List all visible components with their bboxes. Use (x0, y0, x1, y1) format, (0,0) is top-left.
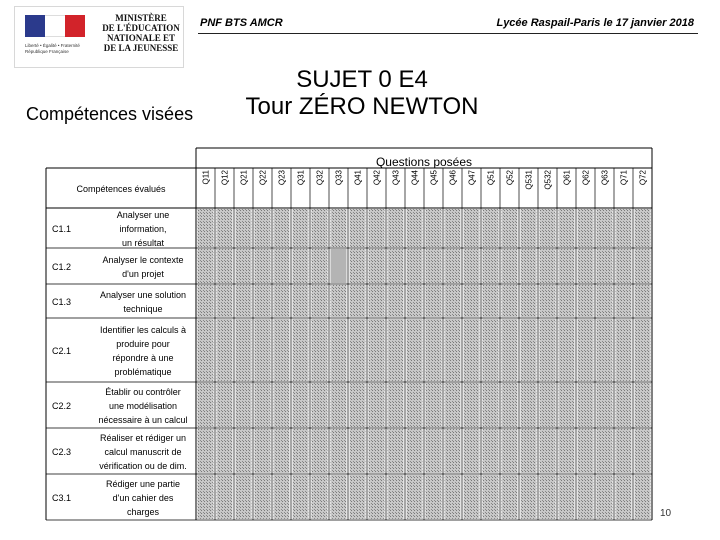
cell-c2-1-q47 (464, 319, 480, 381)
cell-c1-2-q43 (388, 249, 404, 283)
cell-c1-1-q33 (331, 209, 347, 247)
cell-c1-2-q22 (255, 249, 271, 283)
cell-c2-1-q51 (483, 319, 499, 381)
cell-c1-3-q44 (407, 285, 423, 317)
cell-c2-3-q11 (198, 429, 214, 473)
cell-c2-2-q47 (464, 383, 480, 427)
cell-c2-2-q33 (331, 383, 347, 427)
cell-c1-2-q47 (464, 249, 480, 283)
cell-c1-1-q47 (464, 209, 480, 247)
cell-c3-1-q72 (635, 475, 651, 519)
cell-c3-1-q45 (426, 475, 442, 519)
cell-c3-1-q51 (483, 475, 499, 519)
cell-c1-2-q51 (483, 249, 499, 283)
cell-c1-3-q11 (198, 285, 214, 317)
cell-c1-2-q63 (597, 249, 613, 283)
row-c1-3-code: C1.3 (52, 297, 72, 307)
cell-c2-3-q33 (331, 429, 347, 473)
row-c2-2-label-line: nécessaire à un calcul (98, 415, 188, 425)
cell-c1-3-q532 (540, 285, 556, 317)
row-c3-1-label-line: Rédiger une partie (105, 479, 181, 489)
row-c1-1-label-line: Analyser une (116, 210, 170, 220)
question-header-q45: Q45 (429, 170, 439, 186)
question-header-q51: Q51 (486, 170, 496, 186)
cell-c1-1-q71 (616, 209, 632, 247)
cell-c2-1-q12 (217, 319, 233, 381)
cell-c1-3-q531 (521, 285, 537, 317)
cell-c1-3-q12 (217, 285, 233, 317)
row-c3-1-label-line: d'un cahier des (112, 493, 174, 503)
question-header-q62: Q62 (581, 170, 591, 186)
row-c2-3-code: C2.3 (52, 447, 72, 457)
cell-c1-1-q22 (255, 209, 271, 247)
question-header-q33: Q33 (334, 170, 344, 186)
competences-header-label: Compétences évalués (76, 184, 166, 194)
cell-c1-3-q51 (483, 285, 499, 317)
cell-c3-1-q43 (388, 475, 404, 519)
cell-c2-3-q21 (236, 429, 252, 473)
cell-c3-1-q41 (350, 475, 366, 519)
cell-c3-1-q63 (597, 475, 613, 519)
question-header-q61: Q61 (562, 170, 572, 186)
cell-c2-3-q41 (350, 429, 366, 473)
cell-c2-3-q532 (540, 429, 556, 473)
question-header-q72: Q72 (638, 170, 648, 186)
cell-c2-1-q71 (616, 319, 632, 381)
cell-c1-2-q31 (293, 249, 309, 283)
cell-c1-2-q46 (445, 249, 461, 283)
cell-c2-3-q45 (426, 429, 442, 473)
cell-c2-1-q46 (445, 319, 461, 381)
cell-c1-3-q61 (559, 285, 575, 317)
question-header-q11: Q11 (201, 170, 211, 185)
cell-c2-2-q71 (616, 383, 632, 427)
cell-c2-1-q63 (597, 319, 613, 381)
header-left-text: PNF BTS AMCR (200, 17, 283, 29)
cell-c1-2-q52 (502, 249, 518, 283)
cell-c2-2-q41 (350, 383, 366, 427)
cell-c2-3-q63 (597, 429, 613, 473)
cell-c1-3-q52 (502, 285, 518, 317)
cell-c3-1-q47 (464, 475, 480, 519)
cell-c1-3-q62 (578, 285, 594, 317)
cell-c1-2-q41 (350, 249, 366, 283)
cell-c3-1-q32 (312, 475, 328, 519)
ministry-name: MINISTÈRE DE L'ÉDUCATION NATIONALE ET DE LA JEUNESSE (102, 13, 180, 53)
cell-c3-1-q31 (293, 475, 309, 519)
cell-c1-1-q42 (369, 209, 385, 247)
cell-c1-3-q42 (369, 285, 385, 317)
cell-c1-1-q72 (635, 209, 651, 247)
cell-c2-1-q61 (559, 319, 575, 381)
cell-c2-3-q43 (388, 429, 404, 473)
cell-c1-2-q32 (312, 249, 328, 283)
cell-c1-1-q531 (521, 209, 537, 247)
question-header-q63: Q63 (600, 170, 610, 186)
cell-c2-1-q23 (274, 319, 290, 381)
question-header-q32: Q32 (315, 170, 325, 186)
cell-c2-1-q33 (331, 319, 347, 381)
cell-c2-2-q42 (369, 383, 385, 427)
row-c2-3-label-line: vérification ou de dim. (99, 461, 187, 471)
question-header-q47: Q47 (467, 170, 477, 186)
cell-c1-2-q23 (274, 249, 290, 283)
row-c2-1-label-line: Identifier les calculs à (99, 325, 187, 335)
cell-c1-1-q45 (426, 209, 442, 247)
row-c2-2-label-line: une modélisation (108, 401, 178, 411)
cell-c2-3-q62 (578, 429, 594, 473)
row-c2-2-code: C2.2 (52, 401, 72, 411)
cell-c2-1-q72 (635, 319, 651, 381)
cell-c2-1-q11 (198, 319, 214, 381)
cell-c1-1-q21 (236, 209, 252, 247)
cell-c1-1-q532 (540, 209, 556, 247)
cell-c1-2-q61 (559, 249, 575, 283)
cell-c2-3-q23 (274, 429, 290, 473)
cell-c1-2-q11 (198, 249, 214, 283)
cell-c2-1-q531 (521, 319, 537, 381)
cell-c2-2-q23 (274, 383, 290, 427)
question-header-q71: Q71 (619, 170, 629, 186)
cell-c1-3-q21 (236, 285, 252, 317)
cell-c2-3-q22 (255, 429, 271, 473)
cell-c1-2-q33 (331, 249, 347, 283)
question-header-q44: Q44 (410, 170, 420, 186)
cell-c2-1-q42 (369, 319, 385, 381)
cell-c2-3-q31 (293, 429, 309, 473)
cell-c1-3-q41 (350, 285, 366, 317)
cell-c2-2-q22 (255, 383, 271, 427)
cell-c3-1-q12 (217, 475, 233, 519)
cell-c3-1-q62 (578, 475, 594, 519)
cell-c1-1-q52 (502, 209, 518, 247)
cell-c1-1-q43 (388, 209, 404, 247)
cell-c1-3-q43 (388, 285, 404, 317)
question-header-q23: Q23 (277, 170, 287, 186)
cell-c2-1-q45 (426, 319, 442, 381)
cell-c3-1-q531 (521, 475, 537, 519)
row-c2-1-label-line: problématique (114, 367, 172, 377)
question-header-q41: Q41 (353, 170, 363, 186)
cell-c1-2-q44 (407, 249, 423, 283)
cell-c3-1-q33 (331, 475, 347, 519)
cell-c3-1-q52 (502, 475, 518, 519)
row-c1-1-code: C1.1 (52, 224, 72, 234)
cell-c1-1-q23 (274, 209, 290, 247)
questions-header-label: Questions posées (375, 155, 473, 169)
cell-c2-1-q31 (293, 319, 309, 381)
question-header-q31: Q31 (296, 170, 306, 186)
cell-c2-3-q61 (559, 429, 575, 473)
row-c2-1-code: C2.1 (52, 346, 72, 356)
row-c2-2-label-line: Établir ou contrôler (105, 387, 181, 397)
cell-c3-1-q22 (255, 475, 271, 519)
cell-c2-2-q72 (635, 383, 651, 427)
cell-c1-3-q22 (255, 285, 271, 317)
cell-c3-1-q532 (540, 475, 556, 519)
cell-c1-3-q71 (616, 285, 632, 317)
cell-c3-1-q11 (198, 475, 214, 519)
cell-c2-3-q12 (217, 429, 233, 473)
cell-c2-3-q531 (521, 429, 537, 473)
row-c1-1-label-line: un résultat (121, 238, 165, 248)
row-c3-1-label-line: charges (126, 507, 160, 517)
row-c3-1-code: C3.1 (52, 493, 72, 503)
question-header-q532: Q532 (543, 170, 553, 190)
cell-c1-2-q12 (217, 249, 233, 283)
row-c1-3-label-line: Analyser une solution (99, 290, 187, 300)
title-line-2: Tour ZÉRO NEWTON (245, 93, 479, 120)
cell-c1-1-q46 (445, 209, 461, 247)
cell-c2-3-q42 (369, 429, 385, 473)
row-c1-2-label-line: d'un projet (122, 269, 164, 279)
cell-c1-1-q62 (578, 209, 594, 247)
cell-c2-1-q532 (540, 319, 556, 381)
cell-c2-2-q44 (407, 383, 423, 427)
row-c2-3-label-line: calcul manuscrit de (104, 447, 182, 457)
header-right-text: Lycée Raspail-Paris le 17 janvier 2018 (496, 17, 694, 29)
cell-c1-2-q71 (616, 249, 632, 283)
row-c2-1-label-line: produire pour (116, 339, 170, 349)
cell-c3-1-q71 (616, 475, 632, 519)
row-c1-3-label-line: technique (123, 304, 163, 314)
title-line-1: SUJET 0 E4 (296, 66, 428, 93)
question-header-q12: Q12 (220, 170, 230, 186)
cell-c2-3-q47 (464, 429, 480, 473)
cell-c2-3-q71 (616, 429, 632, 473)
row-c2-3-label-line: Réaliser et rédiger un (99, 433, 187, 443)
cell-c1-3-q47 (464, 285, 480, 317)
cell-c2-3-q52 (502, 429, 518, 473)
republic-motto: Liberté • Égalité • Fraternité République Française (25, 43, 80, 54)
cell-c3-1-q61 (559, 475, 575, 519)
cell-c2-2-q43 (388, 383, 404, 427)
cell-c3-1-q44 (407, 475, 423, 519)
cell-c2-3-q51 (483, 429, 499, 473)
cell-c1-2-q62 (578, 249, 594, 283)
cell-c2-2-q62 (578, 383, 594, 427)
cell-c2-2-q45 (426, 383, 442, 427)
cell-c1-2-q21 (236, 249, 252, 283)
cell-c2-2-q32 (312, 383, 328, 427)
question-header-q46: Q46 (448, 170, 458, 186)
cell-c1-1-q44 (407, 209, 423, 247)
cell-c2-1-q41 (350, 319, 366, 381)
cell-c2-3-q72 (635, 429, 651, 473)
question-header-q22: Q22 (258, 170, 268, 186)
row-c1-1-label-line: information, (119, 224, 167, 234)
cell-c2-1-q22 (255, 319, 271, 381)
cell-c3-1-q23 (274, 475, 290, 519)
question-header-q43: Q43 (391, 170, 401, 186)
cell-c3-1-q42 (369, 475, 385, 519)
cell-c1-3-q23 (274, 285, 290, 317)
cell-c1-2-q45 (426, 249, 442, 283)
row-c1-2-code: C1.2 (52, 262, 72, 272)
cell-c1-2-q531 (521, 249, 537, 283)
question-header-q52: Q52 (505, 170, 515, 186)
row-c1-2-label-line: Analyser le contexte (102, 255, 184, 265)
question-header-q42: Q42 (372, 170, 382, 186)
cell-c2-1-q44 (407, 319, 423, 381)
cell-c1-1-q41 (350, 209, 366, 247)
cell-c2-1-q43 (388, 319, 404, 381)
cell-c1-3-q46 (445, 285, 461, 317)
cell-c2-2-q531 (521, 383, 537, 427)
cell-c1-1-q32 (312, 209, 328, 247)
cell-c1-2-q72 (635, 249, 651, 283)
question-header-q531: Q531 (524, 170, 534, 190)
cell-c1-1-q11 (198, 209, 214, 247)
cell-c2-3-q32 (312, 429, 328, 473)
cell-c1-2-q42 (369, 249, 385, 283)
cell-c1-3-q45 (426, 285, 442, 317)
cell-c1-1-q12 (217, 209, 233, 247)
cell-c2-2-q31 (293, 383, 309, 427)
cell-c2-2-q46 (445, 383, 461, 427)
cell-c2-2-q63 (597, 383, 613, 427)
cell-c2-1-q52 (502, 319, 518, 381)
cell-c2-2-q21 (236, 383, 252, 427)
cell-c2-2-q51 (483, 383, 499, 427)
cell-c3-1-q21 (236, 475, 252, 519)
cell-c1-3-q63 (597, 285, 613, 317)
cell-c1-1-q31 (293, 209, 309, 247)
cell-c2-1-q32 (312, 319, 328, 381)
page-number: 10 (660, 508, 672, 519)
cell-c1-2-q532 (540, 249, 556, 283)
cell-c1-3-q31 (293, 285, 309, 317)
cell-c2-2-q11 (198, 383, 214, 427)
cell-c1-1-q63 (597, 209, 613, 247)
cell-c1-1-q61 (559, 209, 575, 247)
cell-c2-3-q46 (445, 429, 461, 473)
cell-c1-3-q33 (331, 285, 347, 317)
cell-c3-1-q46 (445, 475, 461, 519)
cell-c2-1-q62 (578, 319, 594, 381)
section-title: Compétences visées (26, 104, 194, 124)
cell-c1-3-q72 (635, 285, 651, 317)
cell-c2-2-q532 (540, 383, 556, 427)
cell-c2-2-q61 (559, 383, 575, 427)
cell-c2-2-q52 (502, 383, 518, 427)
cell-c2-1-q21 (236, 319, 252, 381)
cell-c2-3-q44 (407, 429, 423, 473)
cell-c1-3-q32 (312, 285, 328, 317)
row-c2-1-label-line: répondre à une (112, 353, 174, 363)
cell-c2-2-q12 (217, 383, 233, 427)
cell-c1-1-q51 (483, 209, 499, 247)
question-header-q21: Q21 (239, 170, 249, 186)
